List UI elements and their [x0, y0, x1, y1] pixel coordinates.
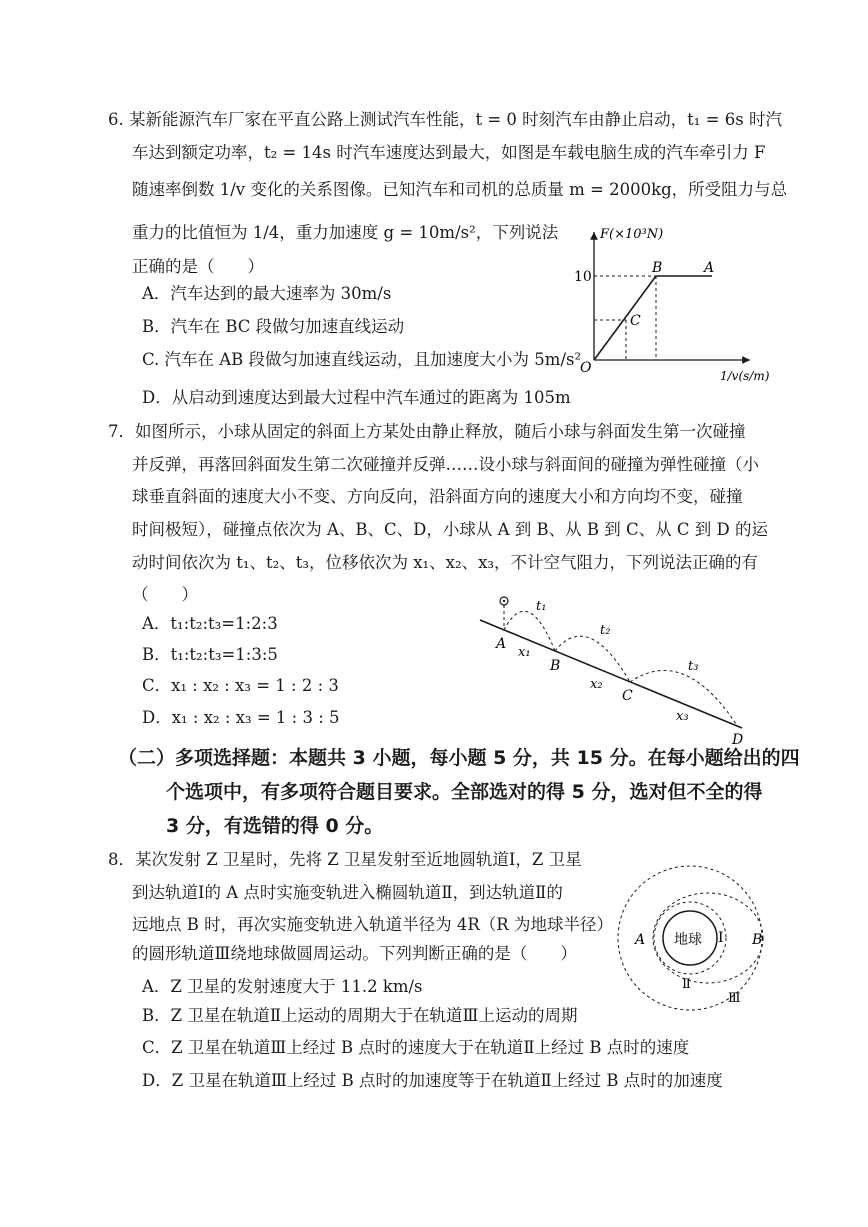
section2-line-1: （二）多项选择题：本题共 3 小题，每小题 5 分，共 15 分。在每小题给出的四 [118, 747, 800, 769]
q8-option-c[interactable]: C．Z 卫星在轨道Ⅲ上经过 B 点时的速度大于在轨道Ⅱ上经过 B 点时的速度 [142, 1038, 690, 1057]
q7-point-b: B [550, 658, 561, 674]
q7-point-d: D [732, 732, 744, 748]
q7-displacement-x1: x₁ [518, 645, 531, 660]
q8-stem-line-1: 8．某次发射 Z 卫星时，先将 Z 卫星发射至近地圆轨道Ⅰ，Z 卫星 [108, 850, 582, 869]
q7-time-t2: t₂ [600, 623, 611, 638]
q8-option-a[interactable]: A．Z 卫星的发射速度大于 11.2 km/s [142, 977, 423, 996]
q7-point-c: C [622, 688, 633, 704]
q8-orbit-label-iii: Ⅲ [728, 991, 741, 1006]
q6-stem-line-3: 随速率倒数 1/v 变化的关系图像。已知汽车和司机的总质量 m = 2000kg，所受阻力与总 [132, 180, 788, 199]
q7-displacement-x2: x₂ [590, 677, 603, 692]
q6-option-a[interactable]: A．汽车达到的最大速率为 30m/s [142, 284, 392, 303]
q6-y-axis-label: F(×10³N) [600, 227, 664, 242]
q6-stem-line-5: 正确的是（ ） [132, 257, 264, 276]
q8-option-b[interactable]: B．Z 卫星在轨道Ⅱ上运动的周期大于在轨道Ⅲ上运动的周期 [142, 1006, 578, 1025]
q7-option-a[interactable]: A．t₁:t₂:t₃=1:2:3 [142, 614, 278, 633]
q6-force-velocity-graph [570, 222, 770, 392]
q6-point-c: C [630, 313, 641, 329]
q8-point-a: A [635, 932, 646, 948]
q6-x-axis-label: 1/v(s/m) [720, 369, 770, 383]
q7-point-a: A [496, 636, 507, 652]
q6-option-d[interactable]: D．从启动到速度达到最大过程中汽车通过的距离为 105m [142, 388, 571, 407]
q7-incline-bounce-diagram [470, 590, 760, 750]
q8-stem-line-2: 到达轨道Ⅰ的 A 点时实施变轨进入椭圆轨道Ⅱ，到达轨道Ⅱ的 [132, 883, 563, 902]
q7-ball-core [503, 600, 505, 602]
q7-incline [480, 620, 742, 728]
q6-line-bc-origin [594, 276, 656, 360]
q7-displacement-x3: x₃ [676, 709, 689, 724]
q6-option-c[interactable]: C. 汽车在 AB 段做匀加速直线运动，且加速度大小为 5m/s² [142, 350, 582, 369]
q8-orbit-label-i: Ⅰ [718, 930, 724, 946]
q8-stem-line-4: 的圆形轨道Ⅲ绕地球做圆周运动。下列判断正确的是（ ） [132, 944, 577, 963]
q7-option-c[interactable]: C．x₁ : x₂ : x₃ = 1 : 2 : 3 [142, 676, 339, 695]
q6-point-b: B [652, 260, 663, 276]
q8-stem-line-3: 远地点 B 时，再次实施变轨进入轨道半径为 4R（R 为地球半径） [132, 915, 613, 934]
q8-point-b: B [752, 932, 763, 948]
q8-earth-label: 地球 [674, 932, 702, 948]
q7-time-t3: t₃ [688, 659, 699, 674]
q6-stem-line-4: 重力的比值恒为 1/4，重力加速度 g = 10m/s²，下列说法 [132, 223, 559, 242]
q8-option-d[interactable]: D．Z 卫星在轨道Ⅲ上经过 B 点时的加速度等于在轨道Ⅱ上经过 B 点时的加速度 [142, 1071, 723, 1090]
section2-line-2: 个选项中，有多项符合题目要求。全部选对的得 5 分，选对但不全的得 [166, 781, 763, 803]
q8-orbit-diagram [608, 862, 778, 1012]
q6-point-a: A [704, 260, 715, 276]
q7-option-b[interactable]: B．t₁:t₂:t₃=1:3:5 [142, 645, 278, 664]
q7-arc-bc [555, 636, 630, 682]
q7-time-t1: t₁ [536, 599, 547, 614]
q7-stem-line-5: 动时间依次为 t₁、t₂、t₃，位移依次为 x₁、x₂、x₃，不计空气阻力，下列说法正确的有 [132, 553, 758, 572]
q6-stem-line-1: 6. 某新能源汽车厂家在平直公路上测试汽车性能，t = 0 时刻汽车由静止启动，t₁ = 6s 时汽 [108, 110, 782, 129]
q6-y-tick-10: 10 [574, 269, 592, 285]
q7-option-d[interactable]: D．x₁ : x₂ : x₃ = 1 : 3 : 5 [142, 708, 340, 727]
section2-line-3: 3 分，有选错的得 0 分。 [166, 815, 384, 837]
q7-stem-line-3: 球垂直斜面的速度大小不变、方向反向，沿斜面方向的速度大小和方向均不变，碰撞 [132, 487, 743, 506]
q7-stem-line-4: 时间极短），碰撞点依次为 A、B、C、D，小球从 A 到 B、从 B 到 C、从 C 到 D 的运 [132, 520, 768, 539]
q6-option-b[interactable]: B．汽车在 BC 段做匀加速直线运动 [142, 317, 405, 336]
q6-stem-line-2: 车达到额定功率，t₂ = 14s 时汽车速度达到最大，如图是车载电脑生成的汽车牵引力 F [132, 143, 766, 162]
q7-stem-line-6: （ ） [132, 585, 198, 604]
q7-stem-line-2: 并反弹，再落回斜面发生第二次碰撞并反弹……设小球与斜面间的碰撞为弹性碰撞（小 [132, 455, 759, 474]
q8-orbit-label-ii: Ⅱ [682, 977, 691, 992]
q6-origin: O [580, 360, 592, 376]
q7-stem-line-1: 7．如图所示，小球从固定的斜面上方某处由静止释放，随后小球与斜面发生第一次碰撞 [108, 422, 746, 441]
